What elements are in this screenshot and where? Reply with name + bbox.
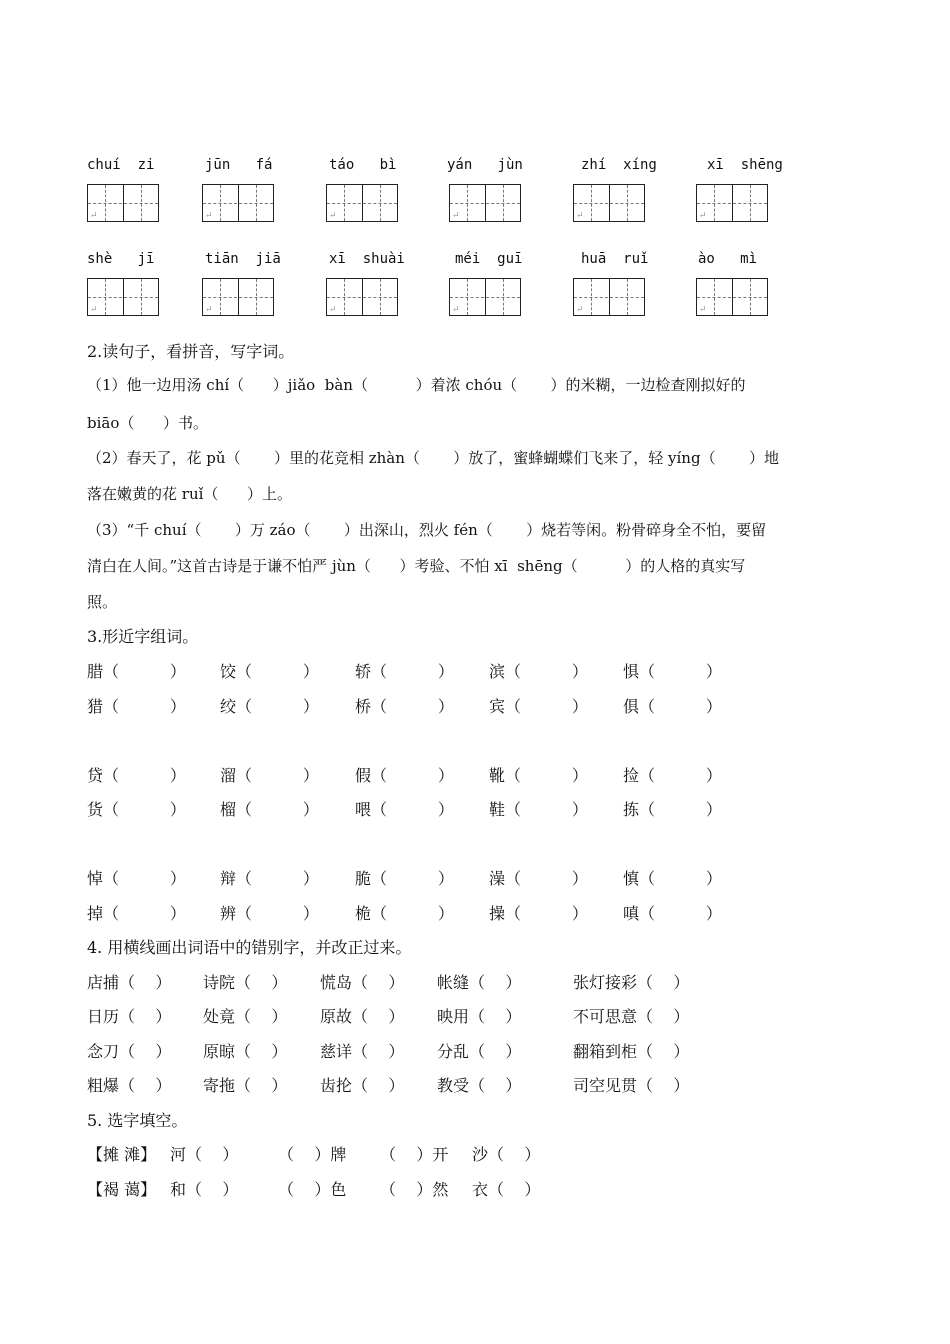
word-group-item[interactable]: 榴（ ） xyxy=(220,800,319,819)
pinyin-label: yán jùn xyxy=(447,157,523,173)
correction-item[interactable]: 诗院（ ） xyxy=(203,973,288,992)
sentence-line: biāo（ ）书。 xyxy=(87,414,208,432)
word-group-item[interactable]: 嗔（ ） xyxy=(623,904,722,923)
fill-blank-item[interactable]: 衣（ ） xyxy=(472,1180,541,1199)
word-group-item[interactable]: 喂（ ） xyxy=(355,800,454,819)
writing-grid[interactable]: ↵ xyxy=(449,184,521,222)
fill-blank-item[interactable]: （ ）然 xyxy=(380,1180,449,1199)
fill-blank-item[interactable]: 河（ ） xyxy=(170,1145,239,1164)
correction-item[interactable]: 日历（ ） xyxy=(87,1007,172,1026)
correction-item[interactable]: 分乱（ ） xyxy=(437,1042,522,1061)
correction-item[interactable]: 慈详（ ） xyxy=(320,1042,405,1061)
section-heading: 4. 用横线画出词语中的错别字，并改正过来。 xyxy=(87,938,412,957)
section-heading: 3.形近字组词。 xyxy=(87,627,199,646)
word-group-item[interactable]: 桅（ ） xyxy=(355,904,454,923)
fill-blank-item[interactable]: （ ）色 xyxy=(278,1180,347,1199)
correction-item[interactable]: 原晾（ ） xyxy=(203,1042,288,1061)
word-group-item[interactable]: 掉（ ） xyxy=(87,904,186,923)
word-group-item[interactable]: 猎（ ） xyxy=(87,697,186,716)
word-group-item[interactable]: 脆（ ） xyxy=(355,869,454,888)
word-group-item[interactable]: 澡（ ） xyxy=(489,869,588,888)
sentence-line: （2）春天了，花 pǔ（ ）里的花竞相 zhàn（ ）放了，蜜蜂蝴蝶们飞来了，轻 yíng（ ）地 xyxy=(87,449,779,467)
word-group-item[interactable]: 滨（ ） xyxy=(489,662,588,681)
sentence-line: 落在嫩黄的花 ruǐ（ ）上。 xyxy=(87,485,293,503)
word-group-item[interactable]: 惧（ ） xyxy=(623,662,722,681)
writing-grid[interactable]: ↵ xyxy=(202,184,274,222)
choice-label: 【褐 蔼】 xyxy=(87,1180,157,1199)
word-group-item[interactable]: 货（ ） xyxy=(87,800,186,819)
word-group-item[interactable]: 鞋（ ） xyxy=(489,800,588,819)
word-group-item[interactable]: 轿（ ） xyxy=(355,662,454,681)
correction-item[interactable]: 处竟（ ） xyxy=(203,1007,288,1026)
word-group-item[interactable]: 操（ ） xyxy=(489,904,588,923)
word-group-item[interactable]: 贷（ ） xyxy=(87,766,186,785)
word-group-item[interactable]: 悼（ ） xyxy=(87,869,186,888)
correction-item[interactable]: 司空见贯（ ） xyxy=(573,1076,690,1095)
fill-blank-item[interactable]: （ ）牌 xyxy=(278,1145,347,1164)
correction-item[interactable]: 慌岛（ ） xyxy=(320,973,405,992)
pinyin-label: táo bì xyxy=(329,157,397,173)
pinyin-label: chuí zi xyxy=(87,157,155,173)
writing-grid[interactable]: ↵ xyxy=(696,278,768,316)
writing-grid[interactable]: ↵ xyxy=(326,278,398,316)
word-group-item[interactable]: 辩（ ） xyxy=(220,869,319,888)
writing-grid[interactable]: ↵ xyxy=(449,278,521,316)
correction-item[interactable]: 张灯接彩（ ） xyxy=(573,973,690,992)
writing-grid[interactable]: ↵ xyxy=(87,184,159,222)
pinyin-label: huā ruǐ xyxy=(581,251,649,267)
pinyin-label: jūn fá xyxy=(205,157,273,173)
fill-blank-item[interactable]: 和（ ） xyxy=(170,1180,239,1199)
pinyin-label: ào mì xyxy=(698,251,758,267)
word-group-item[interactable]: 靴（ ） xyxy=(489,766,588,785)
pinyin-label: xī shuài xyxy=(329,251,405,267)
section-heading: 2.读句子，看拼音，写字词。 xyxy=(87,342,295,361)
correction-item[interactable]: 齿抡（ ） xyxy=(320,1076,405,1095)
sentence-line: （1）他一边用汤 chí（ ）jiǎo bàn（ ）着浓 chóu（ ）的米糊，一边检查刚拟好的 xyxy=(87,376,746,394)
pinyin-label: shè jī xyxy=(87,251,155,267)
correction-item[interactable]: 寄拖（ ） xyxy=(203,1076,288,1095)
pinyin-label: xī shēng xyxy=(707,157,783,173)
writing-grid[interactable]: ↵ xyxy=(696,184,768,222)
word-group-item[interactable]: 拣（ ） xyxy=(623,800,722,819)
word-group-item[interactable]: 宾（ ） xyxy=(489,697,588,716)
writing-grid[interactable]: ↵ xyxy=(326,184,398,222)
choice-label: 【摊 滩】 xyxy=(87,1145,157,1164)
section-heading: 5. 选字填空。 xyxy=(87,1111,188,1130)
pinyin-label: tiān jiā xyxy=(205,251,281,267)
word-group-item[interactable]: 溜（ ） xyxy=(220,766,319,785)
fill-blank-item[interactable]: 沙（ ） xyxy=(472,1145,541,1164)
pinyin-label: zhí xíng xyxy=(581,157,657,173)
correction-item[interactable]: 原故（ ） xyxy=(320,1007,405,1026)
correction-item[interactable]: 教受（ ） xyxy=(437,1076,522,1095)
correction-item[interactable]: 翻箱到柜（ ） xyxy=(573,1042,690,1061)
word-group-item[interactable]: 假（ ） xyxy=(355,766,454,785)
correction-item[interactable]: 店捕（ ） xyxy=(87,973,172,992)
sentence-line: （3）“千 chuí（ ）万 záo（ ）出深山，烈火 fén（ ）烧若等闲。粉骨碎身全不怕，要留 xyxy=(87,521,767,539)
word-group-item[interactable]: 辨（ ） xyxy=(220,904,319,923)
word-group-item[interactable]: 俱（ ） xyxy=(623,697,722,716)
word-group-item[interactable]: 绞（ ） xyxy=(220,697,319,716)
word-group-item[interactable]: 腊（ ） xyxy=(87,662,186,681)
writing-grid[interactable]: ↵ xyxy=(87,278,159,316)
word-group-item[interactable]: 捡（ ） xyxy=(623,766,722,785)
pinyin-label: méi guī xyxy=(455,251,523,267)
correction-item[interactable]: 映用（ ） xyxy=(437,1007,522,1026)
word-group-item[interactable]: 慎（ ） xyxy=(623,869,722,888)
sentence-line: 清白在人间。”这首古诗是于谦不怕严 jùn（ ）考验、不怕 xī shēng（ ）的人格的真实写 xyxy=(87,557,746,575)
sentence-line: 照。 xyxy=(87,593,118,611)
writing-grid[interactable]: ↵ xyxy=(202,278,274,316)
writing-grid[interactable]: ↵ xyxy=(573,278,645,316)
fill-blank-item[interactable]: （ ）开 xyxy=(380,1145,449,1164)
word-group-item[interactable]: 桥（ ） xyxy=(355,697,454,716)
word-group-item[interactable]: 饺（ ） xyxy=(220,662,319,681)
correction-item[interactable]: 不可思意（ ） xyxy=(573,1007,690,1026)
correction-item[interactable]: 粗爆（ ） xyxy=(87,1076,172,1095)
writing-grid[interactable]: ↵ xyxy=(573,184,645,222)
correction-item[interactable]: 帐缝（ ） xyxy=(437,973,522,992)
correction-item[interactable]: 念刀（ ） xyxy=(87,1042,172,1061)
